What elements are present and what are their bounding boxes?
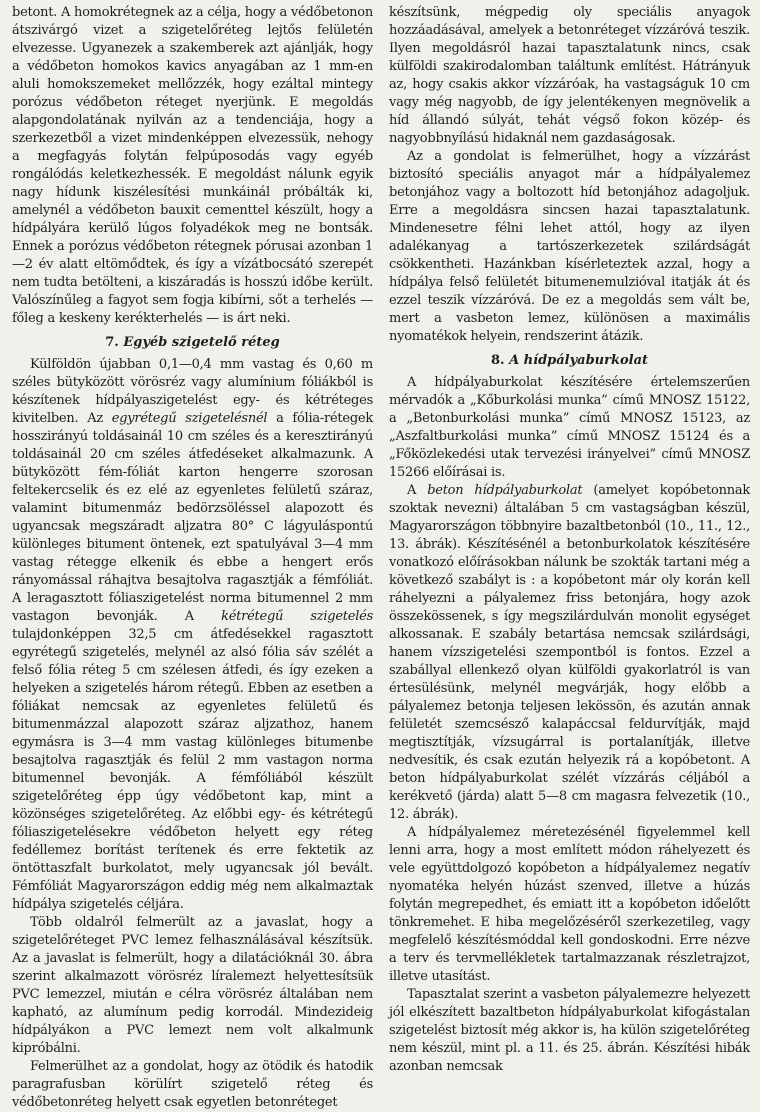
paragraph: A hídpályalemez méretezésénél figyelemmel kell lenni arra, hogy a most említett módon ráhelyezett és vele együttdolgozó kopóbeton a hídpályalemez negatív nyomatéka helyén húzást szenved, illetve a húzás folytán megrepedhet, és emiatt itt a kopóbeton időelőtt tönkremehet. E hiba megelőzéséről szerkezetileg, vagy megfelelő készítésmóddal kell gondoskodni. Erre nézve a terv és tervmellékletek tartalmazzanak részletrajzot, illetve utasítást. bbox=[389, 825, 750, 984]
emphasis: egyrétegű szigetelésnél bbox=[111, 411, 268, 426]
paragraph bbox=[12, 356, 373, 914]
section-heading-8 bbox=[389, 352, 750, 370]
text-run: (amelyet kopóbetonnak szoktak nevezni) általában 5 cm vastagságban készül, Magyarországon többnyire bazaltbetonból (10., 11., 12., 13. ábrák). Készítésénél a betonburkolatok készítésére vonatkozó előírásokban nálunk be szokták tartani még a következő szabályt is : a kopóbetont már oly korán kell ráhelyezni a pályalemez friss betonjára, hogy azok összekössenek, s így megszilárdulván monolit egységet alkossanak. E szabály betartása nemcsak szilárdsági, hanem vízszigetelési szempontból is fontos. Ezzel a szabállyal ellenkező olyan külföldi gyakorlatról is van értesülésünk, melynél megvárják, hogy előbb a pályalemez betonja teljesen lekössön, és azután annak felületét szemcsésző kalapáccsal feldurvítják, majd megtisztítják, vízsugárral is portalanítják, illetve nedvesítik, és csak ezután helyezik rá a kopóbetont. A beton hídpályaburkolat szélét vízzárás céljából a kerékvető (járda) alatt 5—8 cm magasra felvezetik (10., 12. ábrák). bbox=[389, 483, 750, 822]
section-heading-7 bbox=[12, 334, 373, 352]
paragraph: készítsünk, mégpedig oly speciális anyagok hozzáadásával, amelyek a betonréteget vízzáróvá teszik. Ilyen megoldásról hazai tapasztalatunk nincs, csak külföldi szakirodalomban találtunk említést. Hátrányuk az, hogy csakis akkor vízzáróak, ha vastagságuk 10 cm vagy még nagyobb, de így jelentékenyen megnövelik a híd állandó súlyát, tehát végső fokon közép- és nagyobbnyílású hidaknál nem gazdaságosak. bbox=[389, 5, 750, 146]
text-run: tulajdonképpen 32,5 cm átfedésekkel ragasztott egyrétegű szigetelés, melynél az alsó fólia sáv szélét a felső fólia réteg 5 cm szélesen átfedi, és így ezeken a helyeken a szigetelés három rétegű. Ebben az esetben a fóliákat nemcsak az egyenletes felületű és bitumenmázzal alapozott száraz aljzathoz, hanem egymásra is 3—4 mm vastag különleges bitumenbe besajtolva ragasztják és felül 2 mm vastagon norma bitumennel bevonják. A fémfóliából készült szigetelőréteg épp úgy védőbetont kap, mint a közönséges szigetelőréteg. Az előbbi egy- és kétrétegű fóliaszigetelésekre védőbeton helyett egy réteg fedéllemez borítást terítenek és erre fektetik az öntöttaszfalt burkolatot, mely ugyancsak jól bevált. Fémfóliát Magyarországon eddig még nem alkalmaztak hídpálya szigetelés céljára. bbox=[12, 627, 373, 912]
paragraph bbox=[389, 482, 750, 824]
section-number: 8. bbox=[490, 353, 505, 368]
paragraph: A hídpályaburkolat készítésére értelemszerűen mérvadók a „Kőburkolási munka” című MNOSZ 15122, a „Betonburkolási munka” című MNOSZ 15123, az „Aszfaltburkolási munka” című MNOSZ 15124 és a „Főközlekedési utak tervezési irányelvei” című MNOSZ 15266 előírásai is. bbox=[389, 375, 750, 480]
paragraph: Több oldalról felmerült az a javaslat, hogy a szigetelőréteget PVC lemez felhasználásával készítsük. Az a javaslat is felmerült, hogy a dilatációknál 30. ábra szerint alkalmazott vörösréz líralemezt helyettesítsük PVC lemezzel, miután e célra vörösréz általában nem kapható, az alumínum pedig korrodál. Mindezideig hídpályákon a PVC lemezt nem volt alkalmunk kipróbálni. bbox=[12, 915, 373, 1056]
section-number: 7. bbox=[105, 335, 119, 350]
emphasis: kétrétegű szigetelés bbox=[221, 609, 373, 624]
left-column bbox=[12, 4, 373, 1110]
section-title: A hídpályaburkolat bbox=[509, 353, 649, 368]
paragraph: Felmerülhet az a gondolat, hogy az ötödik és hatodik paragrafusban körülírt szigetelő réteg és védőbetonréteg helyett csak egyetlen betonréteget bbox=[12, 1059, 373, 1110]
emphasis: beton hídpályaburkolat bbox=[427, 483, 583, 498]
right-column bbox=[389, 4, 750, 1081]
text-run: Külföldön újabban 0,1—0,4 mm vastag és 0,60 m széles bütyközött vörösréz vagy alumínium fóliákból is készítenek hídpályaszigetelést egy- és kétréteges kivitelben. Az bbox=[12, 357, 373, 426]
text-run: A bbox=[407, 483, 428, 498]
paragraph: betont. A homokrétegnek az a célja, hogy a védőbetonon átszivárgó vizet a szigetelőréteg lejtős felületén elvezesse. Ugyanezek a szakemberek azt ajánlják, hogy a védőbeton homokos kavics anyagában az 1 mm-en aluli homokszemeket mellőzzék, hogy ezáltal mintegy porózus védőbeton réteget nyerjünk. E megoldás alapgondolatának nyilván az a tendenciája, hogy a szerkezetből a vizet mindenképpen elvezessük, nehogy a megfagyás folytán felpúposodás vagy egyéb rongálódás keletkezhessék. E megoldást nálunk egyik nagy hídunk kiszélesítési munkáinál próbálták ki, amelynél a védőbeton bauxit cementtel készült, hogy a hídpályára kerülő lúgos folyadékok meg ne bontsák. Ennek a porózus védőbeton rétegnek pórusai azonban 1—2 év alatt eltömődtek, és így a vízátbocsátó szerepét nem tudta betölteni, a kiszáradás is hosszú időbe került. Valószínűleg a fagyot sem fogja kibírni, sőt a terhelés — főleg a keskeny kerékterhelés — is árt neki. bbox=[12, 5, 373, 326]
paragraph: Tapasztalat szerint a vasbeton pályalemezre helyezett jól elkészített bazaltbeton hídpályaburkolat kifogástalan szigetelést biztosít még akkor is, ha külön szigetelőréteg nem készül, mint pl. a 11. és 25. ábrán. Készítési hibák azonban nemcsak bbox=[389, 987, 750, 1074]
text-run: a fólia-rétegek hosszirányú toldásainál 10 cm széles és a keresztirányú toldásainál 20 cm széles átfedéseket alkalmazunk. A bütyközött fém-fóliát karton hengerre szorosan feltekercselik és ez elé az egyenletes felületű száraz, valamint bitumenmáz bedörzsöléssel alapozott és ugyancsak megszáradt aljzatra 80° C lágyuláspontú különleges bitument öntenek, ezt spatulyával 3—4 mm vastag rétegge elkenik és ebbe a hengert erős rányomással ráhajtva besajtolva ragasztják a fémfóliát. A leragasztott fóliaszigetelést norma bitumennel 2 mm vastagon bevonják. A bbox=[12, 411, 373, 624]
section-title: Egyéb szigetelő réteg bbox=[123, 335, 280, 350]
paragraph: Az a gondolat is felmerülhet, hogy a vízzárást biztosító speciális anyagot már a hídpályalemez betonjához vagy a boltozott híd betonjához adagoljuk. Erre a megoldásra sincsen hazai tapasztalatunk. Mindenesetre félni lehet attól, hogy az ilyen adalékanyag a tartószerkezetek szilárdságát csökkentheti. Hazánkban kísérleteztek azzal, hogy a hídpálya felső felületét bitumenemulzióval itatják át és ezzel teszik vízzáróvá. De ez a megoldás sem vált be, mert a vasbeton lemez, különösen a maximális nyomatékok helyein, rendszerint átázik. bbox=[389, 149, 750, 344]
